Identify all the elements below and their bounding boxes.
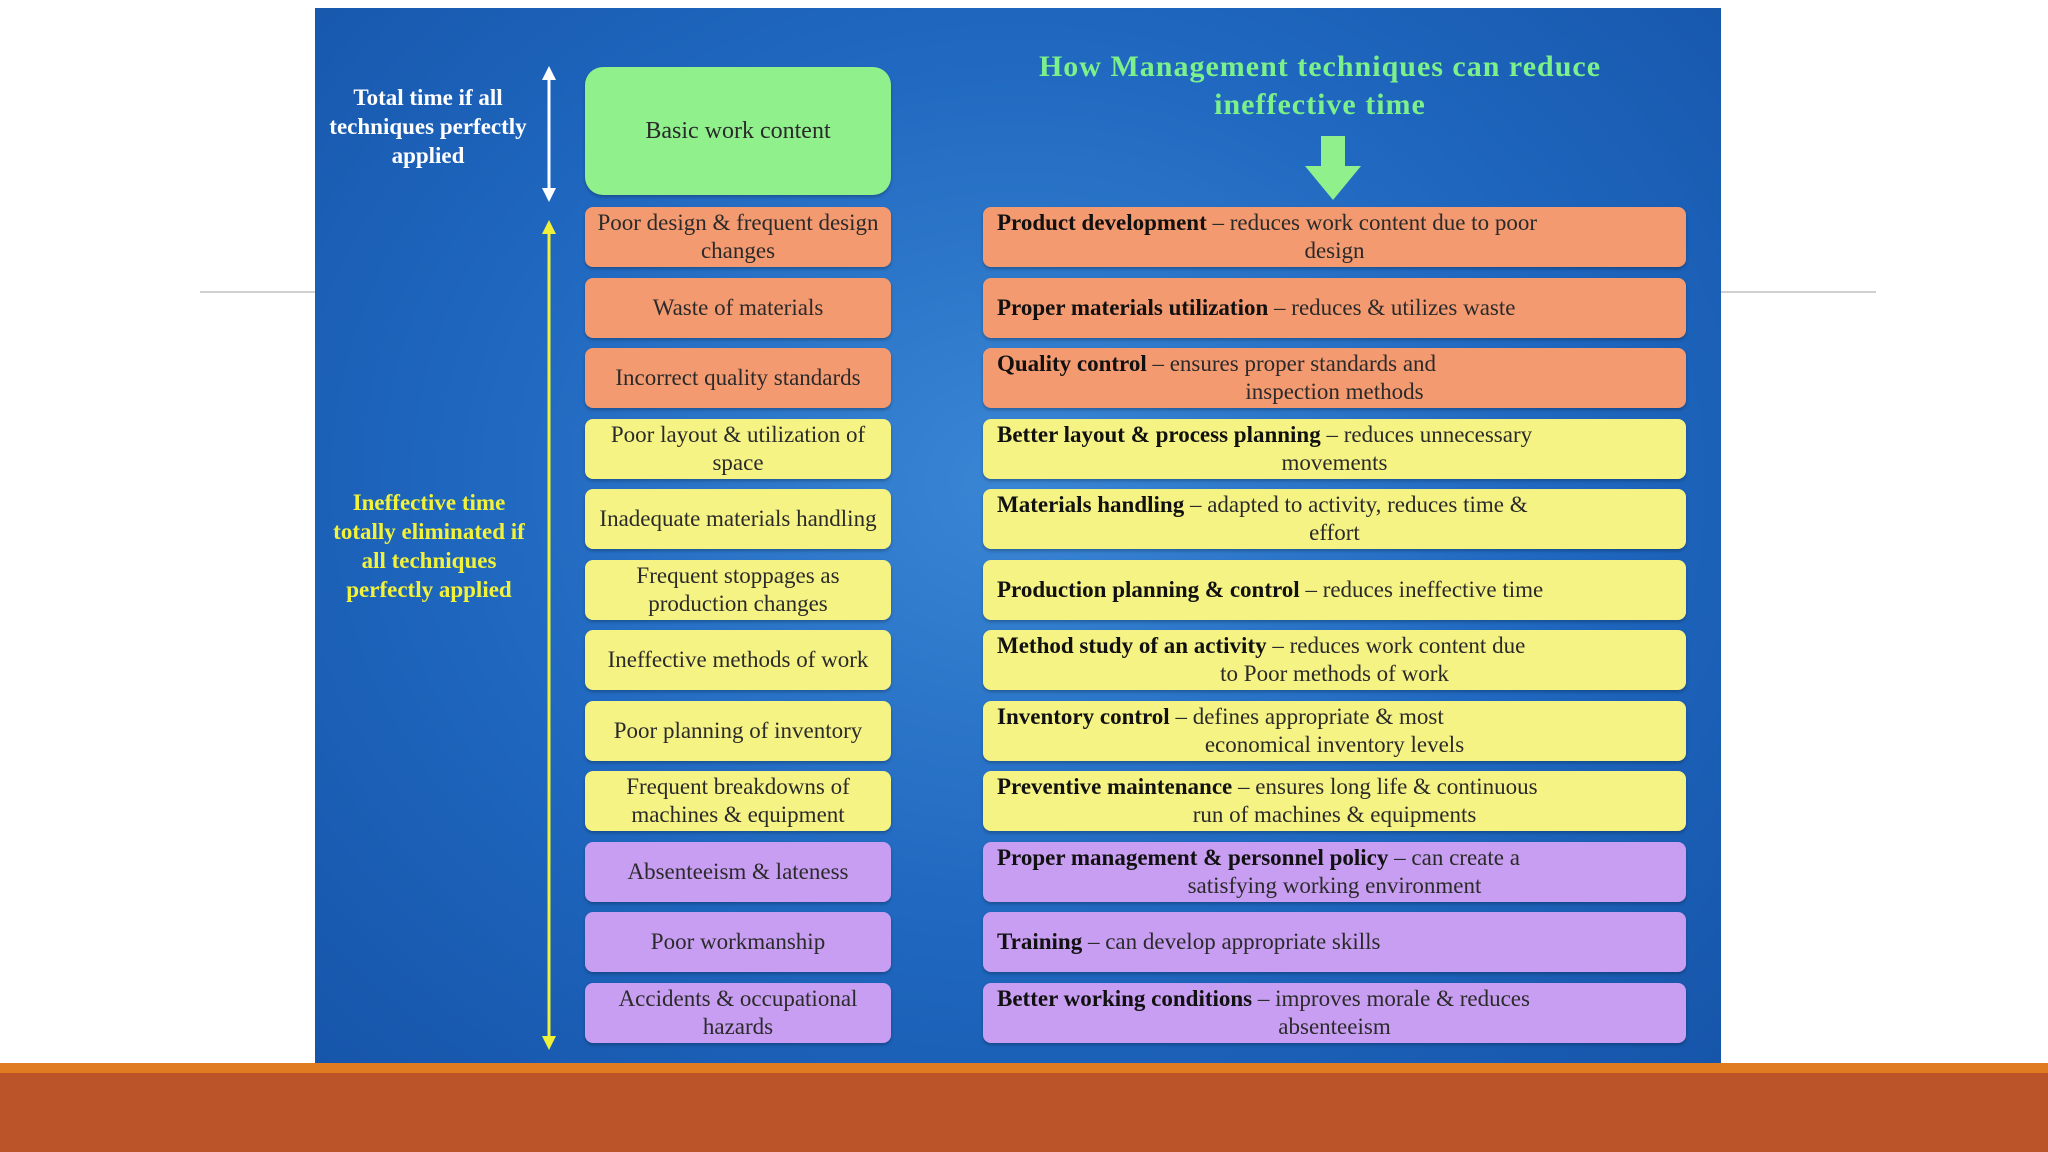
technique-box (983, 983, 1686, 1043)
technique-description-continued: satisfying working environment (1187, 873, 1482, 898)
technique-line (997, 421, 1672, 449)
technique-line (997, 844, 1672, 872)
cause-box: Incorrect quality standards (585, 348, 891, 408)
technique-description-continued: effort (1309, 520, 1360, 545)
cause-box: Frequent stoppages as production changes (585, 560, 891, 620)
technique-name: Method study of an activity (997, 633, 1267, 658)
cause-box: Poor layout & utilization of space (585, 419, 891, 479)
technique-line (997, 209, 1672, 237)
technique-box (983, 207, 1686, 267)
technique-line (997, 985, 1672, 1013)
technique-description: – defines appropriate & most (1169, 704, 1444, 729)
technique-box (983, 348, 1686, 408)
technique-description: – reduces work content due to poor (1206, 210, 1537, 235)
technique-description-continued: absenteeism (1278, 1014, 1391, 1039)
technique-description-continued: design (1304, 238, 1365, 263)
technique-box (983, 912, 1686, 972)
technique-name: Better layout & process planning (997, 422, 1321, 447)
footer-bar (0, 1073, 2048, 1152)
technique-line (997, 350, 1672, 378)
technique-name: Better working conditions (997, 986, 1253, 1011)
diagram-panel (315, 8, 1721, 1063)
technique-name: Materials handling (997, 492, 1185, 517)
technique-description-continued: inspection methods (1245, 379, 1424, 404)
technique-box (983, 278, 1686, 338)
total-time-arrow-icon (541, 66, 557, 202)
technique-line (997, 294, 1515, 322)
technique-name: Quality control (997, 351, 1147, 376)
technique-description: – ensures proper standards and (1146, 351, 1437, 376)
cause-box: Poor design & frequent design changes (585, 207, 891, 267)
technique-box (983, 771, 1686, 831)
total-time-label: Total time if all techniques perfectly applied (329, 85, 527, 168)
technique-description: – ensures long life & continuous (1232, 774, 1538, 799)
technique-name: Proper management & personnel policy (997, 845, 1389, 870)
technique-description-continued: to Poor methods of work (1220, 661, 1449, 686)
basic-work-content-box: Basic work content (585, 67, 891, 195)
cause-box: Waste of materials (585, 278, 891, 338)
technique-box (983, 842, 1686, 902)
technique-line (997, 491, 1672, 519)
down-arrow-icon (1305, 136, 1361, 200)
technique-box (983, 560, 1686, 620)
ineffective-time-arrow-icon (541, 220, 557, 1050)
ineffective-time-label: Ineffective time totally eliminated if all techniques perfectly applied (333, 490, 525, 602)
technique-name: Preventive maintenance (997, 774, 1233, 799)
diagram-title: How Management techniques can reduce ineffective time (1038, 50, 1602, 121)
technique-line (997, 632, 1672, 660)
technique-description: – can create a (1388, 845, 1520, 870)
technique-description: – adapted to activity, reduces time & (1184, 492, 1528, 517)
technique-description-continued: economical inventory levels (1204, 732, 1465, 757)
technique-name: Inventory control (997, 704, 1170, 729)
technique-box (983, 489, 1686, 549)
slide-divider-right (1720, 291, 1876, 293)
cause-box: Absenteeism & lateness (585, 842, 891, 902)
technique-box (983, 630, 1686, 690)
cause-box: Poor planning of inventory (585, 701, 891, 761)
cause-box: Frequent breakdowns of machines & equipment (585, 771, 891, 831)
technique-description: – reduces & utilizes waste (1268, 295, 1516, 320)
technique-description-continued: movements (1281, 450, 1388, 475)
footer-accent-line (0, 1063, 2048, 1073)
technique-description-continued: run of machines & equipments (1192, 802, 1477, 827)
slide-divider-left (200, 291, 318, 293)
technique-name: Proper materials utilization (997, 295, 1269, 320)
technique-description: – improves morale & reduces (1252, 986, 1530, 1011)
technique-name: Production planning & control (997, 577, 1300, 602)
cause-box: Inadequate materials handling (585, 489, 891, 549)
technique-line (997, 576, 1543, 604)
cause-box: Poor workmanship (585, 912, 891, 972)
cause-box: Accidents & occupational hazards (585, 983, 891, 1043)
technique-line (997, 703, 1672, 731)
technique-description: – reduces unnecessary (1320, 422, 1533, 447)
technique-name: Training (997, 929, 1083, 954)
cause-box: Ineffective methods of work (585, 630, 891, 690)
technique-box (983, 419, 1686, 479)
technique-description: – can develop appropriate skills (1082, 929, 1381, 954)
technique-box (983, 701, 1686, 761)
technique-description: – reduces ineffective time (1299, 577, 1544, 602)
technique-line (997, 928, 1381, 956)
technique-name: Product development (997, 210, 1207, 235)
technique-description: – reduces work content due (1266, 633, 1526, 658)
technique-line (997, 773, 1672, 801)
